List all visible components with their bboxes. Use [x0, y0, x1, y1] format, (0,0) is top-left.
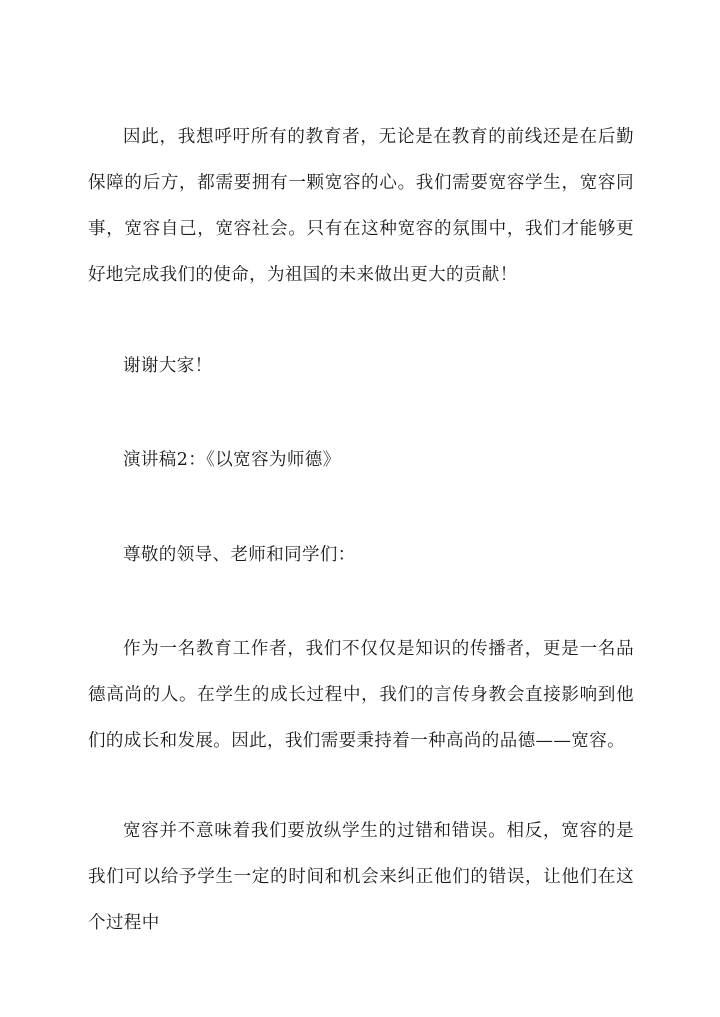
paragraph-thanks: 谢谢大家！ — [123, 356, 213, 376]
speech-title: 演讲稿2：《以宽容为师德》 — [123, 450, 341, 470]
paragraph-tolerance: 宽容并不意味着我们要放纵学生的过错和错误。相反，宽容的是我们可以给予学生一定的时间和机会来纠正他们的错误，让他们在这个过程中 — [88, 821, 634, 933]
paragraph-appeal: 因此，我想呼吁所有的教育者，无论是在教育的前线还是在后勤保障的后方，都需要拥有一颗宽容的心。我们需要宽容学生，宽容同事，宽容自己，宽容社会。只有在这种宽容的氛围中，我们才能够更好地完成我们的使命，为祖国的未来做出更大的贡献！ — [88, 127, 634, 285]
paragraph-intro: 作为一名教育工作者，我们不仅仅是知识的传播者，更是一名品德高尚的人。在学生的成长过程中，我们的言传身教会直接影响到他们的成长和发展。因此，我们需要秉持着一种高尚的品德——宽容。 — [88, 639, 634, 751]
salutation: 尊敬的领导、老师和同学们： — [123, 545, 356, 565]
